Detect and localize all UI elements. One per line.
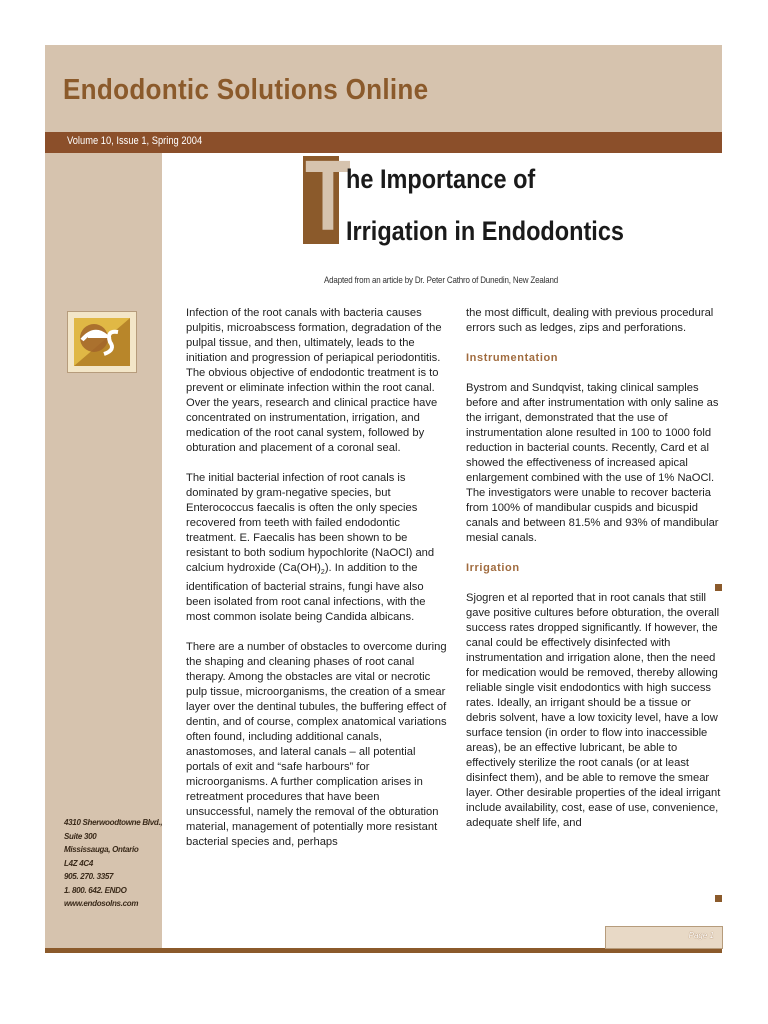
paragraph: Bystrom and Sundqvist, taking clinical samples before and after instrumentation with only saline as the irrigant, demonstrated that the use of instrumentation alone resulted in 100 to 1000 fold reduction in bacterial counts. Recently, Card et al showed the effectiveness of increased apical enlargement combined with the use of 1% NaOCl. The investigators were unable to recover bacteria from 100% of mandibular cuspids and bicuspid canals and between 81.5% and 93% of mandibular mesial canals. (466, 382, 719, 544)
address-block (64, 816, 164, 911)
address-tollfree: 1. 800. 642. ENDO (64, 885, 127, 895)
title-line-2: Irrigation in Endodontics (346, 216, 624, 246)
address-city: Mississauga, Ontario (64, 845, 139, 854)
masthead-title: Endodontic Solutions Online (63, 74, 429, 106)
page-number: Page 1 (688, 931, 714, 940)
column-end-marker (715, 895, 722, 902)
address-website[interactable]: www.endosolns.com (64, 899, 139, 908)
paragraph: Sjogren et al reported that in root canals that still gave positive cultures before obturation, the overall success rates dropped significantly. If however, the canal could be effectively disinfected with instrumentation and irrigation alone, then the need for medication would be removed, thereby allowing reliable single visit endodontics with high success rates. Ideally, an irrigant should be a tissue or debris solvent, have a low toxicity level, have a low surface tension (in order to flow into inaccessible areas), be an effective lubricant, be able to effectively sterilize the root canals (or at least disinfect them), and be able to remove the smear layer. Other desirable properties of the ideal irrigant include availability, cost, ease of use, convenience, adequate shelf life, and (466, 592, 721, 829)
address-postal: L4Z 4C4 (64, 858, 94, 868)
subscript: 2 (320, 569, 325, 577)
title-dropcap: T (305, 140, 351, 252)
article-column-1 (186, 306, 448, 865)
byline: Adapted from an article by Dr. Peter Cathro of Dunedin, New Zealand (324, 275, 559, 286)
address-phone: 905. 270. 3357 (64, 872, 114, 881)
address-suite: Suite 300 (64, 831, 97, 841)
page-number-box (605, 926, 723, 949)
article-column-2 (466, 306, 724, 846)
es-logo (67, 311, 137, 373)
es-logo-icon (68, 312, 136, 372)
paragraph: Infection of the root canals with bacteria causes pulpitis, microabscess formation, degradation of the pulpal tissue, and then, ultimately, leads to the initiation and progression of periapical periodontitis. The obvious objective of endodontic treatment is to prevent or eliminate infection within the root canal. Over the years, research and clinical practice have concentrated on instrumentation, irrigation, and medication of the root canal system, followed by obturation and placement of a coronal seal. (186, 307, 442, 454)
paragraph-text: ). In addition to the identification of bacterial strains, fungi have also been isolated from root canal infections, with the most common isolate being Candida albicans. (186, 562, 426, 624)
section-end-marker (715, 584, 722, 591)
paragraph (186, 471, 448, 625)
issue-info: Volume 10, Issue 1, Spring 2004 (67, 135, 203, 147)
section-heading-instrumentation: Instrumentation (466, 352, 559, 364)
paragraph-text: The initial bacterial infection of root canals is dominated by gram-negative species, but Enterococcus faecalis is often the only species recovered from teeth with failed endodontic treatment. E. Faecalis has been shown to be resistant to both sodium hypochlorite (NaOCl) and calcium hydroxide (Ca(OH) (186, 472, 435, 574)
title-line-1: he Importance of (346, 164, 536, 194)
section-heading-irrigation: Irrigation (466, 562, 520, 574)
paragraph: the most difficult, dealing with previous procedural errors such as ledges, zips and perforations. (466, 307, 714, 334)
address-street: 4310 Sherwoodtowne Blvd., (64, 818, 163, 827)
paragraph: There are a number of obstacles to overcome during the shaping and cleaning phases of root canal therapy. Among the obstacles are vital or necrotic pulp tissue, microorganisms, the creation of a smear layer over the dentinal tubules, the buffering effect of dentin, and of course, complex anatomical variations often found, including additional canals, anastomoses, and lateral canals – all potential portals of exit and “safe harbours” for microorganisms. A further complication arises in retreatment procedures that have been unsuccessful, namely the removal of the obturation material, management of potentially more resistant bacterial species and, perhaps (186, 641, 447, 849)
